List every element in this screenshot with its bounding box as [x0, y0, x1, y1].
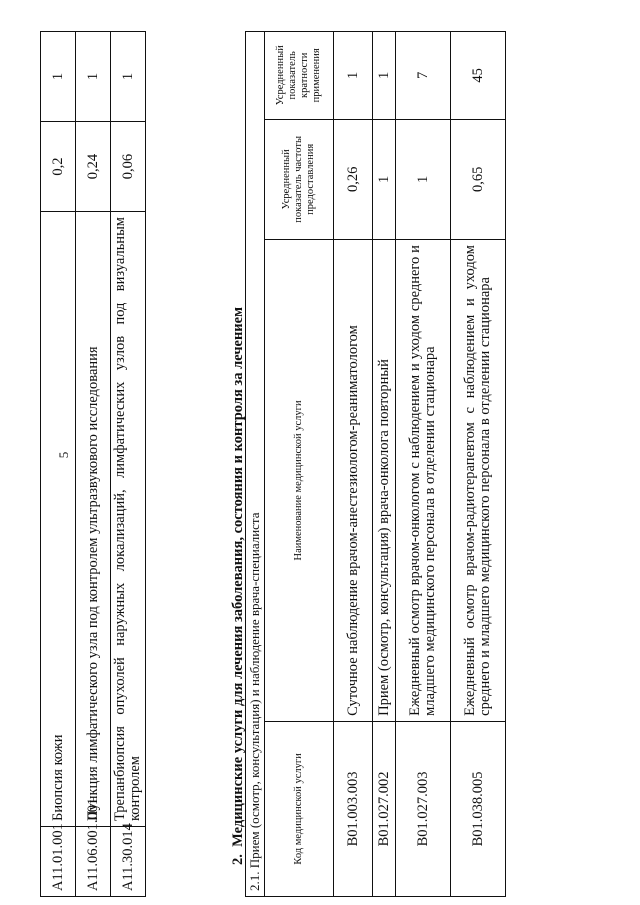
frequency-cell: 0,26	[334, 119, 373, 239]
service-name-cell: Прием (осмотр, консультация) врача-онколога повторный	[373, 240, 396, 722]
frequency-cell: 0,06	[111, 122, 146, 212]
header-multiplicity: Усредненный показатель кратности применения	[265, 32, 334, 120]
service-code-cell: A11.06.001.001	[76, 827, 111, 897]
service-name-cell: Биопсия кожи	[41, 212, 76, 827]
frequency-cell: 1	[373, 119, 396, 239]
table-caption: 2.1. Прием (осмотр, консультация) и наблюдение врача-специалиста	[246, 32, 265, 897]
multiplicity-cell: 1	[373, 32, 396, 120]
frequency-cell: 0,24	[76, 122, 111, 212]
page-number: 5	[56, 451, 71, 459]
service-code-cell: B01.027.002	[373, 721, 396, 896]
frequency-cell: 0,2	[41, 122, 76, 212]
multiplicity-cell: 1	[334, 32, 373, 120]
table-row	[76, 32, 111, 897]
table-row	[41, 32, 76, 897]
service-code-cell: B01.038.005	[451, 721, 506, 896]
section-title: Медицинские услуги для лечения заболевания, состояния и контроля за лечением	[230, 307, 246, 847]
service-code-cell: B01.003.003	[334, 721, 373, 896]
table-header-row	[265, 32, 334, 897]
service-code-cell: B01.027.003	[396, 721, 451, 896]
consultation-table	[245, 31, 506, 897]
service-code-cell: A11.01.001	[41, 827, 76, 897]
table-row	[451, 32, 506, 897]
multiplicity-cell: 1	[111, 32, 146, 122]
multiplicity-cell: 7	[396, 32, 451, 120]
multiplicity-cell: 1	[41, 32, 76, 122]
header-code: Код медицинской услуги	[265, 721, 334, 896]
service-name-cell: Ежедневный осмотр врачом-онкологом с наблюдением и уходом среднего и младшего медицинского персонала в отделении стационара	[396, 240, 451, 722]
table-caption-row	[246, 32, 265, 897]
table-row	[396, 32, 451, 897]
header-name: Наименование медицинской услуги	[265, 240, 334, 722]
frequency-cell: 1	[396, 119, 451, 239]
services-table-a	[40, 31, 146, 897]
table-row	[373, 32, 396, 897]
service-name-cell: Ежедневный осмотр врачом-радиотерапевтом с наблюдением и уходом среднего и младшего медицинского персонала в отделении стационара	[451, 240, 506, 722]
frequency-cell: 0,65	[451, 119, 506, 239]
multiplicity-cell: 45	[451, 32, 506, 120]
service-code-cell: A11.30.014	[111, 827, 146, 897]
multiplicity-cell: 1	[76, 32, 111, 122]
table-row	[334, 32, 373, 897]
table-row	[111, 32, 146, 897]
section-number: 2.	[230, 854, 246, 865]
service-name-cell: Трепанбиопсия опухолей наружных локализаций, лимфатических узлов под визуальным контролем	[111, 212, 146, 827]
service-name-cell: Суточное наблюдение врачом-анестезиологом-реаниматологом	[334, 240, 373, 722]
service-name-cell: Пункция лимфатического узла под контролем ультразвукового исследования	[76, 212, 111, 827]
header-frequency: Усредненный показатель частоты предоставления	[265, 119, 334, 239]
